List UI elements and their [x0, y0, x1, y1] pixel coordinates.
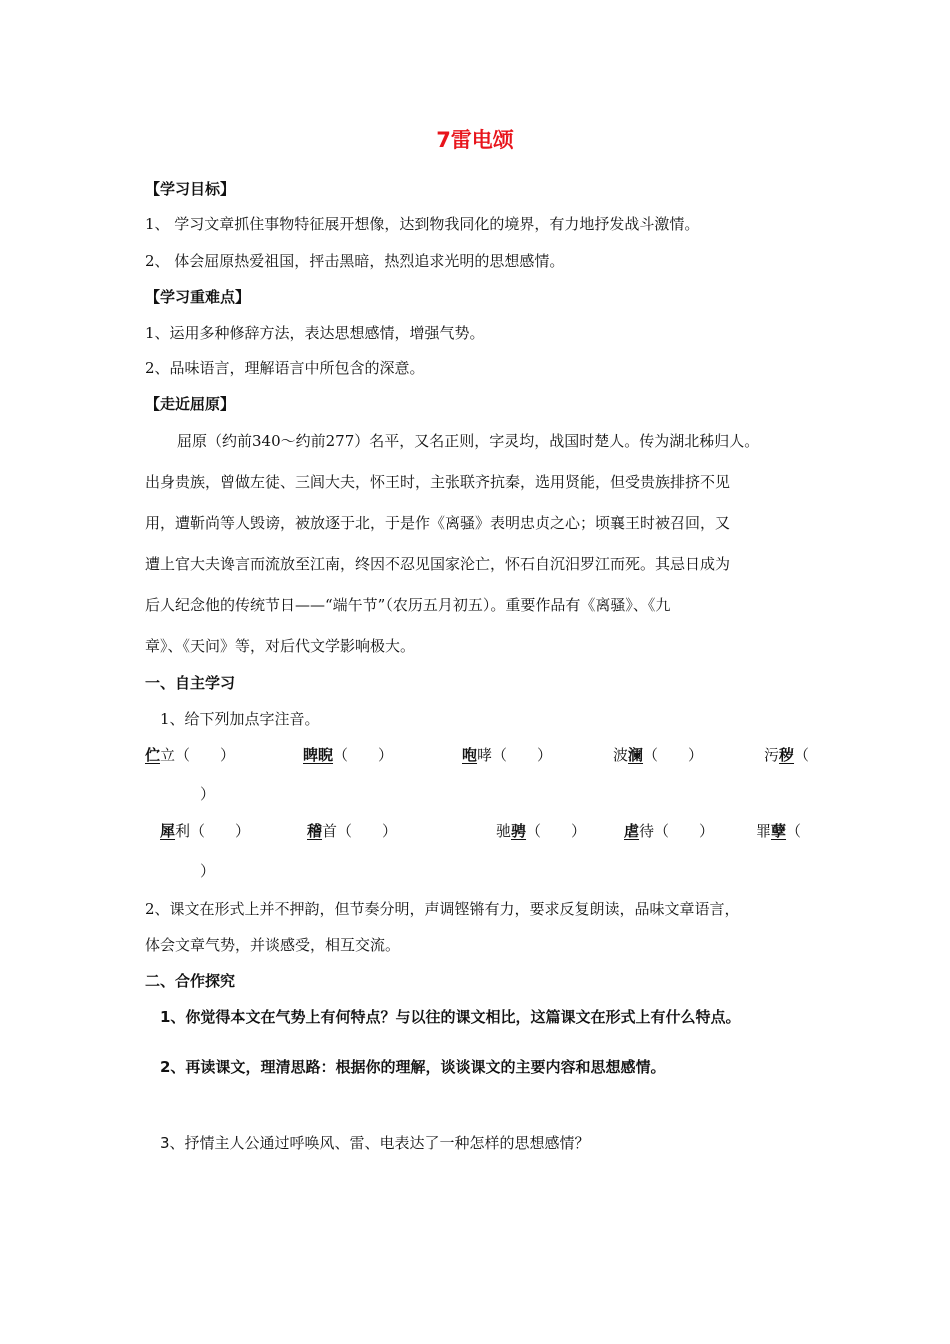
- pinyin-blank: （ ）: [643, 746, 704, 764]
- section2-question-2: 2、再读课文，理清思路：根据你的理解，谈谈课文的主要内容和思想感情。: [160, 1058, 666, 1076]
- about-heading: 【走近屈原】: [145, 395, 236, 413]
- pinyin-item: [307, 820, 397, 841]
- plain-char: 罪: [756, 822, 772, 840]
- pinyin-item: [756, 820, 801, 841]
- dotted-char: 咆: [462, 746, 478, 764]
- pinyin-item: [624, 820, 714, 841]
- key-points-heading: 【学习重难点】: [145, 288, 251, 306]
- dotted-char: 澜: [628, 746, 644, 764]
- plain-char: 波: [613, 746, 629, 764]
- pinyin-blank-close: ）: [200, 785, 216, 803]
- key-point-item-2: 2、品味语言，理解语言中所包含的深意。: [145, 359, 425, 377]
- about-line-2: 出身贵族，曾做左徒、三闾大夫，怀王时，主张联齐抗秦，选用贤能，但受贵族排挤不见: [145, 473, 731, 491]
- pinyin-item: [160, 820, 250, 841]
- dotted-char: 稽: [307, 822, 323, 840]
- about-line-6: 章》、《天问》等，对后代文学影响极大。: [145, 637, 416, 655]
- about-line-3: 用，遭靳尚等人毁谤，被放逐于北，于是作《离骚》表明忠贞之心；顷襄王时被召回，又: [145, 514, 731, 532]
- pinyin-item: [613, 744, 703, 765]
- section1-q1: 1、给下列加点字注音。: [160, 710, 320, 728]
- pinyin-blank-close: ）: [200, 862, 216, 880]
- pinyin-item: [303, 744, 393, 765]
- pinyin-item: [145, 744, 235, 765]
- plain-char: 驰: [496, 822, 512, 840]
- dotted-char: 孽: [771, 822, 787, 840]
- pinyin-blank: 利（ ）: [175, 822, 251, 840]
- goal-item-2: 2、 体会屈原热爱祖国，抨击黑暗，热烈追求光明的思想感情。: [145, 252, 565, 270]
- pinyin-blank: 首（ ）: [322, 822, 398, 840]
- section2-heading: 二、合作探究: [145, 972, 236, 990]
- about-line-4: 遭上官大夫谗言而流放至江南，终因不忍见国家沦亡，怀石自沉汨罗江而死。其忌日成为: [145, 555, 731, 573]
- section1-heading: 一、自主学习: [145, 674, 236, 692]
- section1-q2-line-1: 2、课文在形式上并不押韵，但节奏分明，声调铿锵有力，要求反复朗读，品味文章语言，: [145, 900, 740, 918]
- pinyin-item: [496, 820, 586, 841]
- section2-question-3: 3、抒情主人公通过呼唤风、雷、电表达了一种怎样的思想感情？: [160, 1134, 590, 1152]
- pinyin-blank: 待（ ）: [639, 822, 715, 840]
- pinyin-item: [764, 744, 809, 765]
- dotted-char: 秽: [779, 746, 795, 764]
- pinyin-blank: （ ）: [333, 746, 394, 764]
- pinyin-blank: （: [786, 822, 802, 840]
- about-line-1: 屈原（约前340～约前277）名平，又名正则，字灵均，战国时楚人。传为湖北秭归人。: [177, 432, 760, 450]
- about-line-5: 后人纪念他的传统节日——“端午节”（农历五月初五）。重要作品有《离骚》、《九: [145, 596, 671, 614]
- dotted-char: 伫: [145, 746, 161, 764]
- pinyin-blank: 立（ ）: [160, 746, 236, 764]
- pinyin-blank: （ ）: [526, 822, 587, 840]
- goal-item-1: 1、 学习文章抓住事物特征展开想像，达到物我同化的境界，有力地抒发战斗激情。: [145, 215, 700, 233]
- plain-char: 污: [764, 746, 780, 764]
- goals-heading: 【学习目标】: [145, 180, 236, 198]
- dotted-char: 虐: [624, 822, 640, 840]
- pinyin-blank: 哮（ ）: [477, 746, 553, 764]
- page-title: 7雷电颂: [436, 128, 514, 152]
- key-point-item-1: 1、运用多种修辞方法，表达思想感情，增强气势。: [145, 324, 485, 342]
- section1-q2-line-2: 体会文章气势，并谈感受，相互交流。: [145, 936, 401, 954]
- pinyin-blank: （: [794, 746, 810, 764]
- section2-question-1: 1、你觉得本文在气势上有何特点？与以往的课文相比，这篇课文在形式上有什么特点。: [160, 1008, 741, 1026]
- pinyin-item: [462, 744, 552, 765]
- dotted-char: 犀: [160, 822, 176, 840]
- dotted-char: 睥睨: [303, 746, 334, 764]
- dotted-char: 骋: [511, 822, 527, 840]
